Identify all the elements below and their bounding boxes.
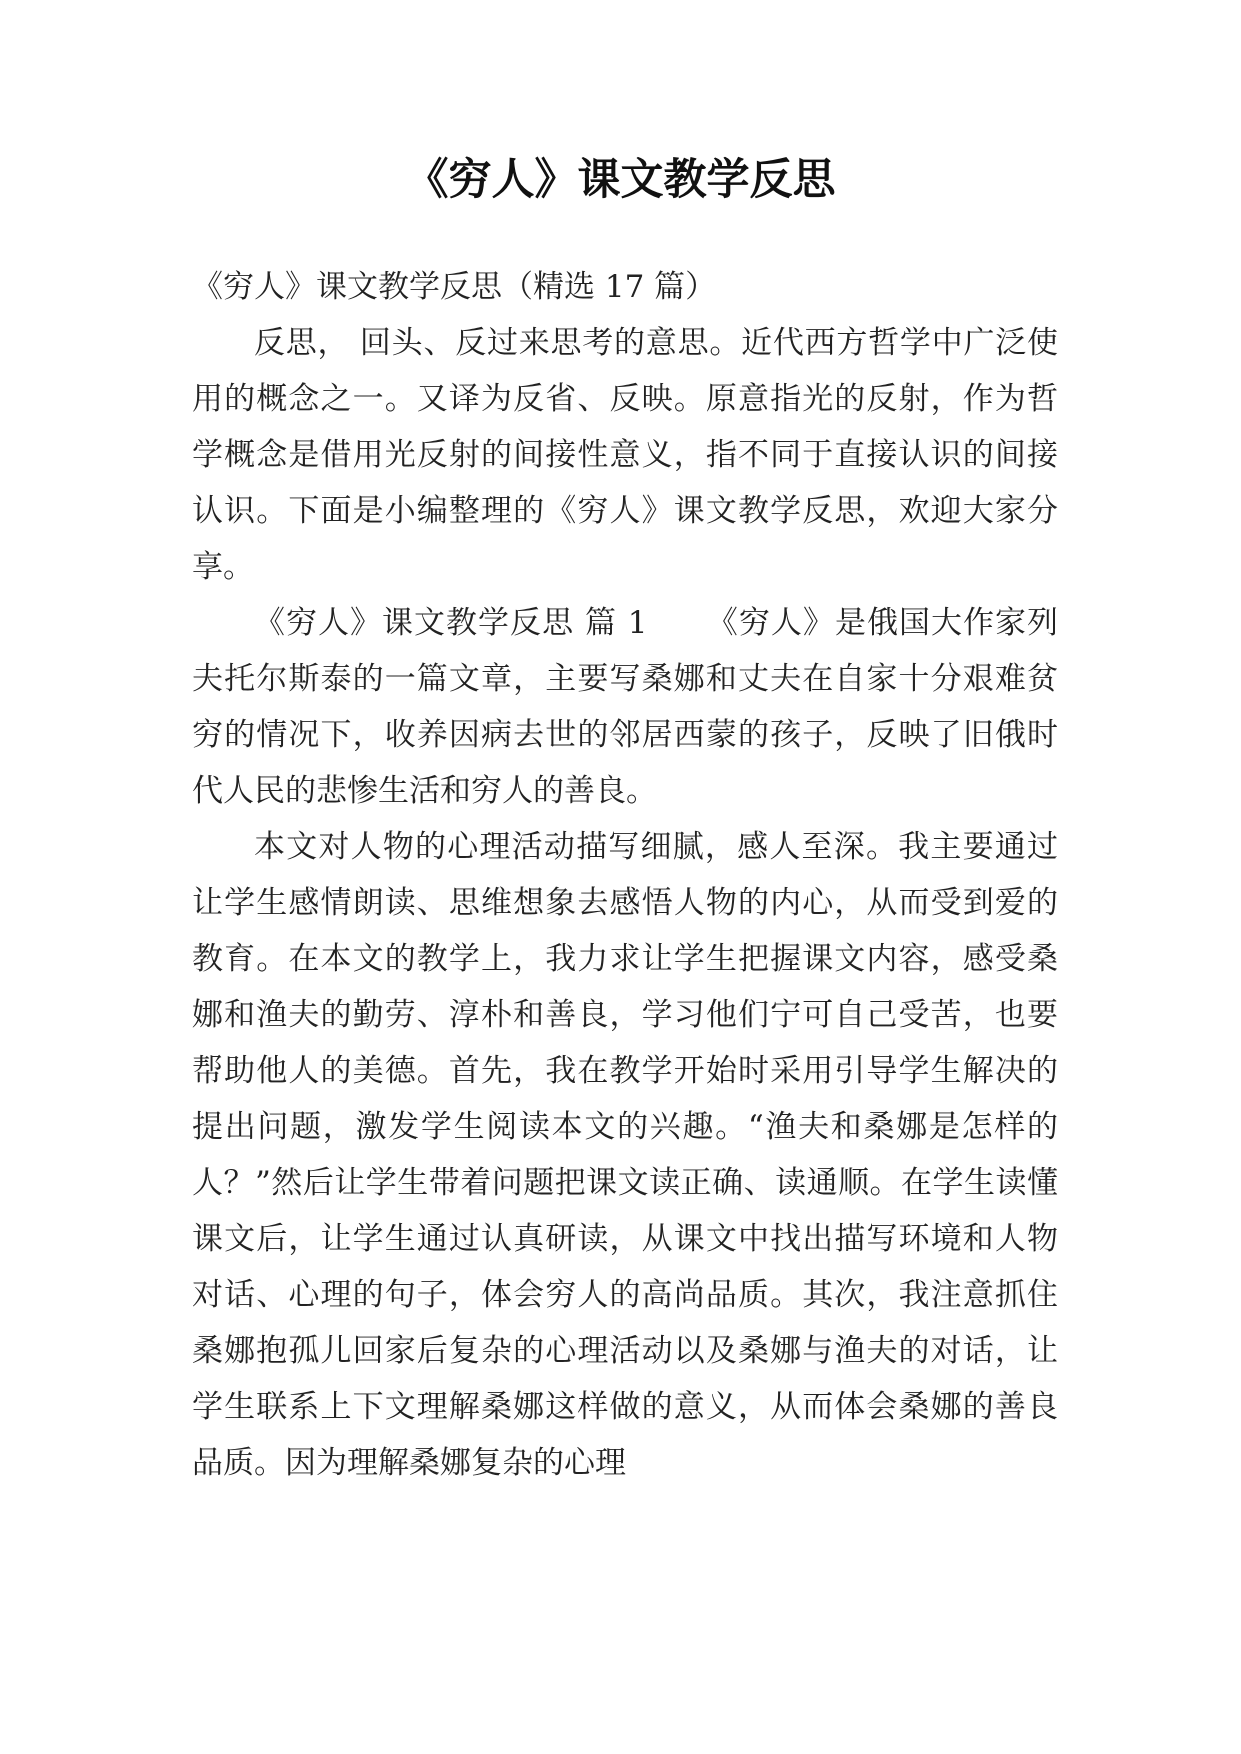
- section-1-paragraph: 《穷人》课文教学反思 篇 1 《穷人》是俄国大作家列夫托尔斯泰的一篇文章，主要写桑娜和丈夫在自家十分艰难贫穷的情况下，收养因病去世的邻居西蒙的孩子，反映了旧俄时代人民的悲惨生活和穷人的善良。: [192, 605, 1058, 809]
- intro-paragraph: 反思， 回头、反过来思考的意思。近代西方哲学中广泛使用的概念之一。又译为反省、反映。原意指光的反射，作为哲学概念是借用光反射的间接性意义，指不同于直接认识的间接认识。下面是小编整理的《穷人》课文教学反思，欢迎大家分享。: [192, 325, 1058, 585]
- document-body: [192, 259, 1058, 1491]
- subtitle-paragraph: 《穷人》课文教学反思（精选 17 篇）: [192, 269, 717, 305]
- document-title: 《穷人》课文教学反思: [405, 155, 836, 205]
- body-paragraph: 本文对人物的心理活动描写细腻，感人至深。我主要通过让学生感情朗读、思维想象去感悟人物的内心，从而受到爱的教育。在本文的教学上，我力求让学生把握课文内容，感受桑娜和渔夫的勤劳、淳朴和善良，学习他们宁可自己受苦，也要帮助他人的美德。首先，我在教学开始时采用引导学生解决的提出问题，激发学生阅读本文的兴趣。“渔夫和桑娜是怎样的人？”然后让学生带着问题把课文读正确、读通顺。在学生读懂课文后，让学生通过认真研读，从课文中找出描写环境和人物对话、心理的句子，体会穷人的高尚品质。其次，我注意抓住桑娜抱孤儿回家后复杂的心理活动以及桑娜与渔夫的对话，让学生联系上下文理解桑娜这样做的意义，从而体会桑娜的善良品质。因为理解桑娜复杂的心理: [192, 829, 1058, 1481]
